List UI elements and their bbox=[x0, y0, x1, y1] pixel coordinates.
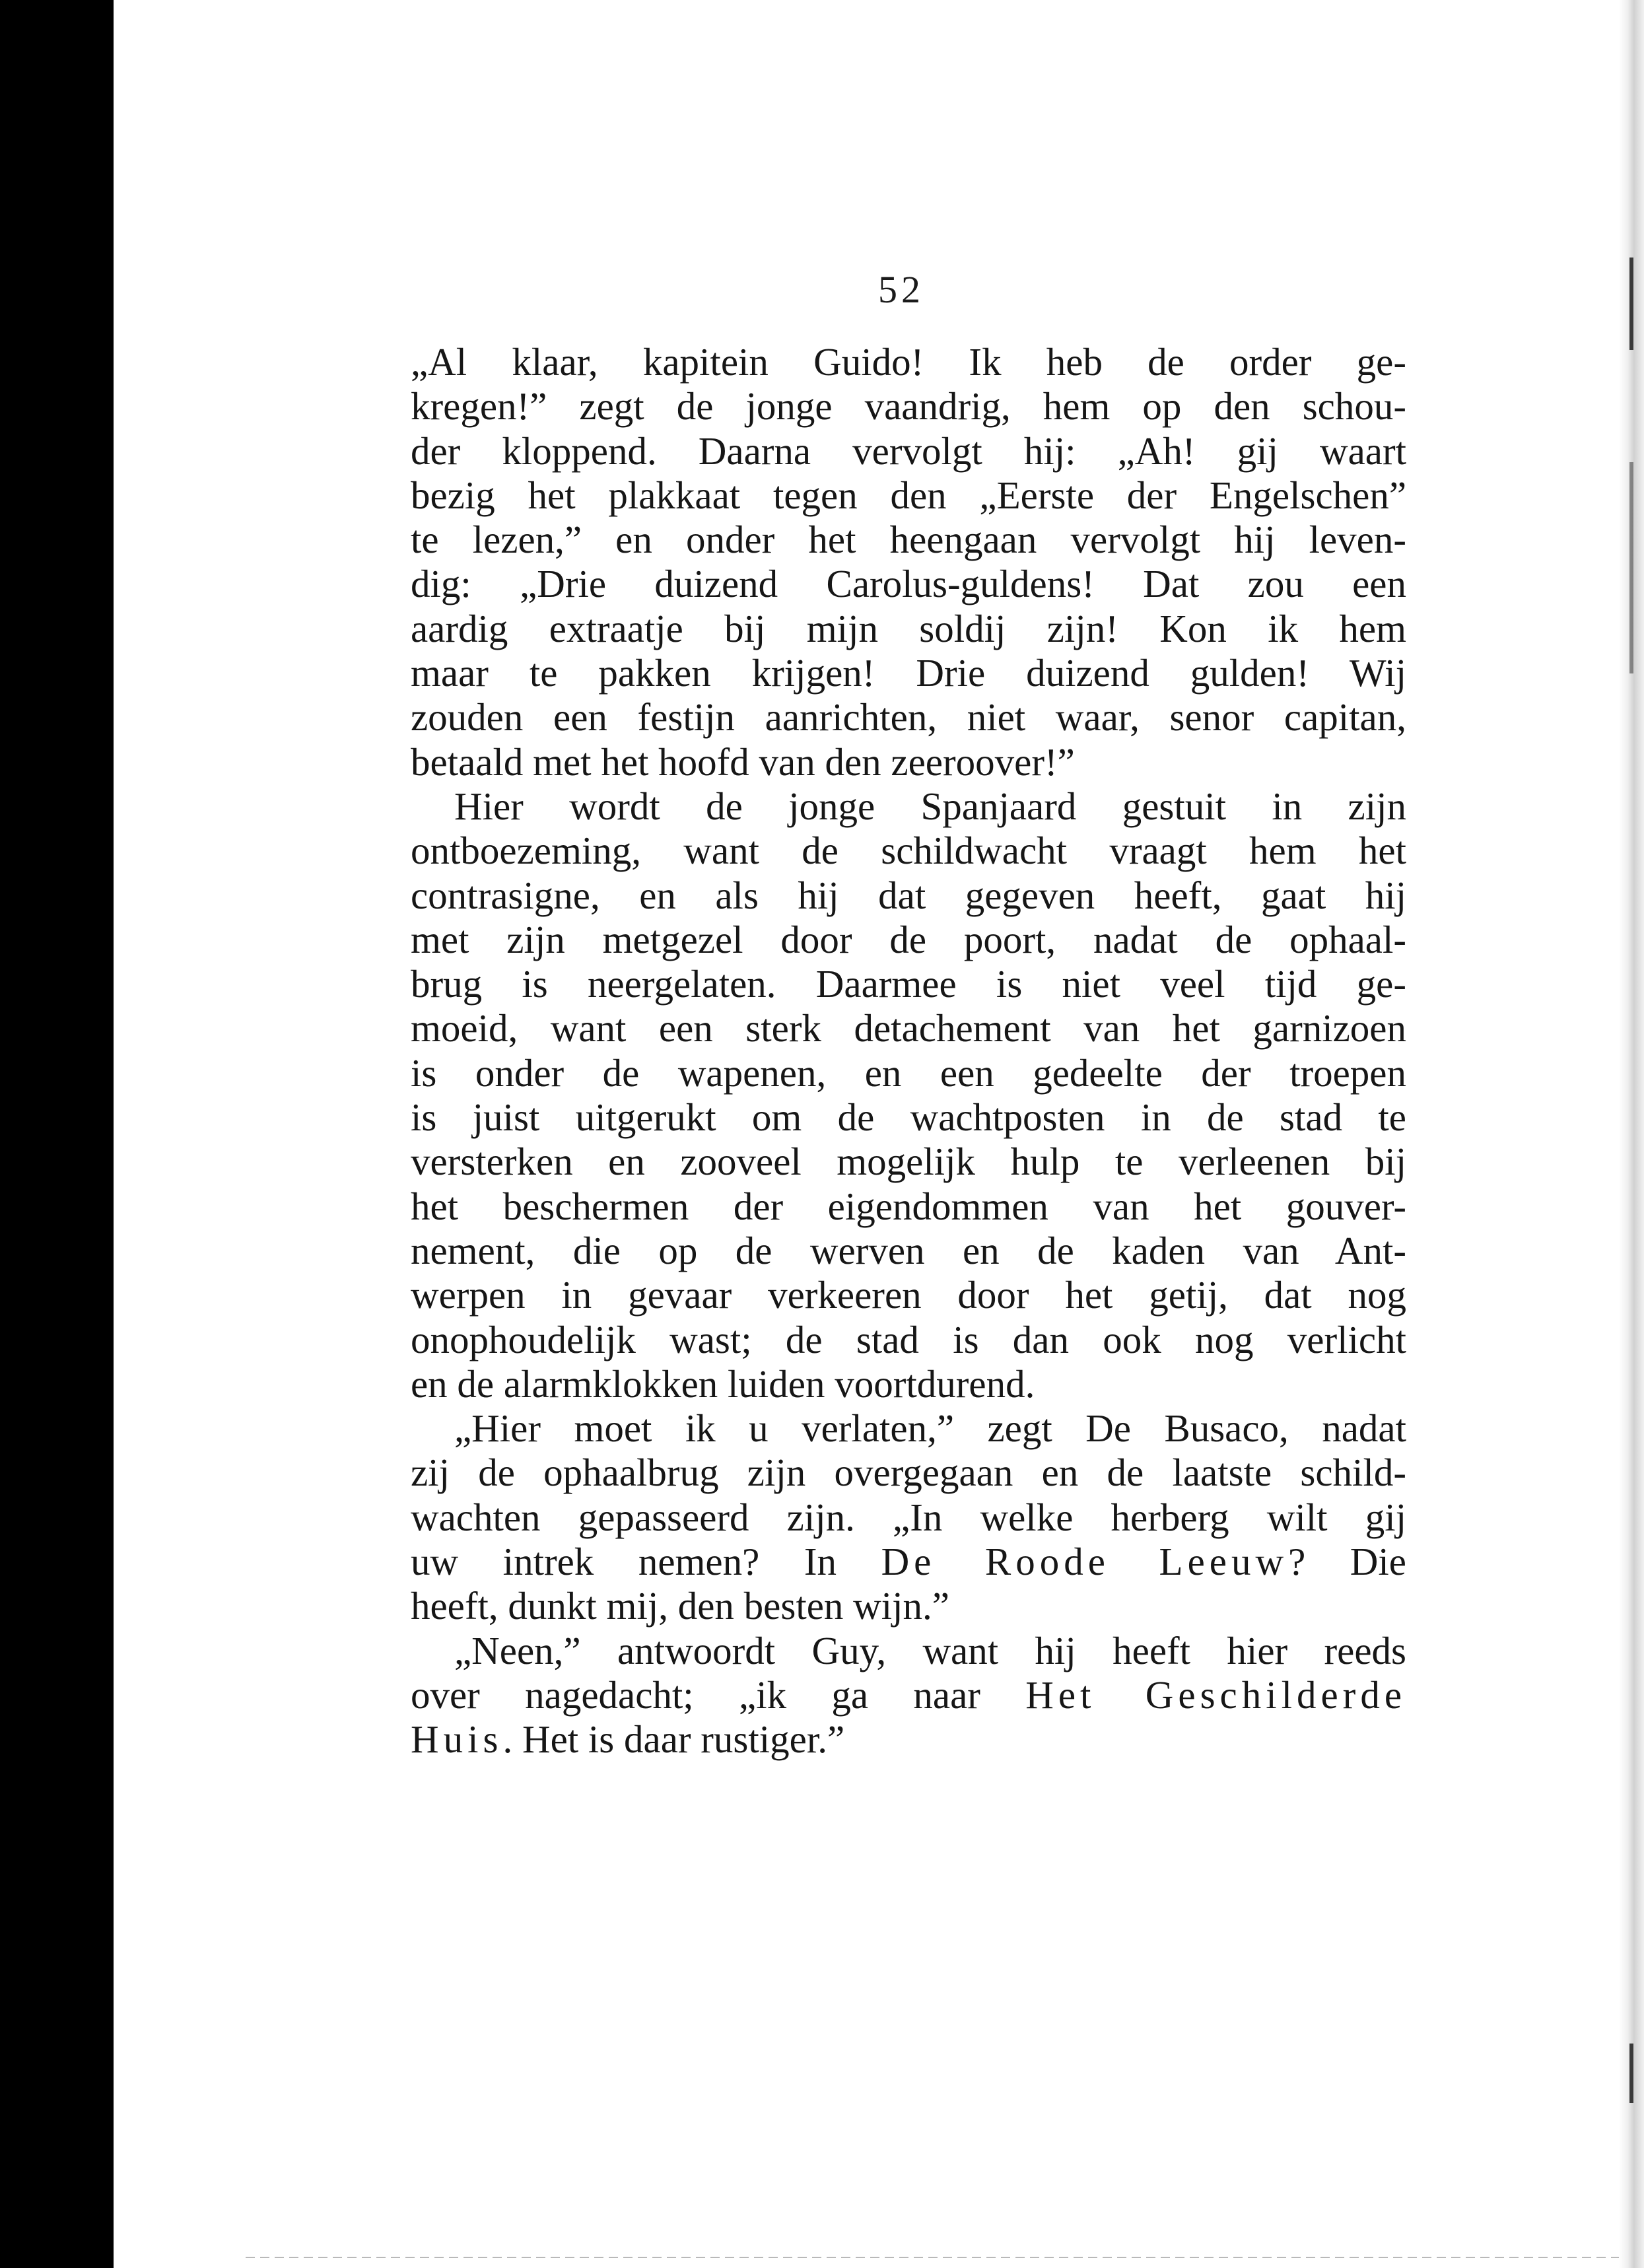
text-line: kregen!” zegt de jonge vaandrig, hem op den schou- bbox=[411, 384, 1406, 429]
text-line bbox=[411, 1540, 1406, 1584]
text-line: maar te pakken krijgen! Drie duizend gulden! Wij bbox=[411, 651, 1406, 695]
text-line: het beschermen der eigendommen van het gouver- bbox=[411, 1184, 1406, 1228]
text-line: der kloppend. Daarna vervolgt hij: „Ah! gij waart bbox=[411, 429, 1406, 473]
page-edge-mark bbox=[1629, 2044, 1633, 2103]
inn-name-geschilderde-huis: Het Geschilderde bbox=[1025, 1672, 1407, 1717]
text-line: brug is neergelaten. Daarmee is niet veel tijd ge- bbox=[411, 962, 1406, 1006]
text-line: „Al klaar, kapitein Guido! Ik heb de order ge- bbox=[411, 340, 1406, 384]
text-line: is juist uitgerukt om de wachtposten in de stad te bbox=[411, 1095, 1406, 1140]
inn-name-huis: Huis bbox=[411, 1717, 503, 1762]
text-line: „Neen,” antwoordt Guy, want hij heeft hier reeds bbox=[454, 1628, 1406, 1672]
scan-bottom-edge bbox=[246, 2257, 1619, 2258]
text-segment: uw intrek nemen? In bbox=[411, 1540, 837, 1584]
text-line: nement, die op de werven en de kaden van Ant- bbox=[411, 1228, 1406, 1272]
text-segment: over nagedacht; „ik ga naar bbox=[411, 1672, 980, 1717]
text-line: zij de ophaalbrug zijn overgegaan en de laatste schild- bbox=[411, 1451, 1406, 1495]
text-line bbox=[411, 1717, 1406, 1762]
text-line: contrasigne, en als hij dat gegeven heeft, gaat hij bbox=[411, 873, 1406, 917]
text-line: zouden een festijn aanrichten, niet waar, senor capitan, bbox=[411, 695, 1406, 739]
text-line: betaald met het hoofd van den zeeroover!” bbox=[411, 739, 1075, 784]
text-line: onophoudelijk wast; de stad is dan ook nog verlicht bbox=[411, 1317, 1406, 1361]
text-line: en de alarmklokken luiden voortdurend. bbox=[411, 1361, 1035, 1406]
page-edge-mark bbox=[1629, 258, 1633, 350]
text-line: aardig extraatje bij mijn soldij zijn! Kon ik hem bbox=[411, 606, 1406, 650]
text-line: te lezen,” en onder het heengaan vervolgt hij leven- bbox=[411, 518, 1406, 562]
text-line: bezig het plakkaat tegen den „Eerste der Engelschen” bbox=[411, 473, 1406, 517]
text-line: dig: „Drie duizend Carolus-guldens! Dat zou een bbox=[411, 562, 1406, 606]
body-text bbox=[411, 340, 1406, 1762]
text-line: ontboezeming, want de schildwacht vraagt hem het bbox=[411, 829, 1406, 873]
text-line: met zijn metgezel door de poort, nadat de ophaal- bbox=[411, 917, 1406, 961]
text-line: „Hier moet ik u verlaten,” zegt De Busaco, nadat bbox=[454, 1406, 1406, 1451]
page-number: 52 bbox=[878, 268, 924, 311]
text-line: moeid, want een sterk detachement van het garnizoen bbox=[411, 1006, 1406, 1050]
text-segment: . Het is daar rustiger.” bbox=[502, 1717, 845, 1762]
page-edge-mark bbox=[1629, 462, 1633, 673]
inn-name-roode-leeuw: De Roode Leeuw bbox=[881, 1540, 1289, 1584]
text-line: heeft, dunkt mij, den besten wijn.” bbox=[411, 1584, 949, 1628]
text-line bbox=[411, 1673, 1406, 1717]
text-line: wachten gepasseerd zijn. „In welke herberg wilt gij bbox=[411, 1495, 1406, 1539]
text-segment: ? Die bbox=[1288, 1540, 1406, 1584]
text-line: Hier wordt de jonge Spanjaard gestuit in zijn bbox=[454, 784, 1406, 828]
text-line: versterken en zooveel mogelijk hulp te verleenen bij bbox=[411, 1140, 1406, 1184]
binding-shadow bbox=[0, 0, 114, 2268]
text-line: is onder de wapenen, en een gedeelte der troepen bbox=[411, 1050, 1406, 1095]
text-line: werpen in gevaar verkeeren door het getij, dat nog bbox=[411, 1273, 1406, 1317]
